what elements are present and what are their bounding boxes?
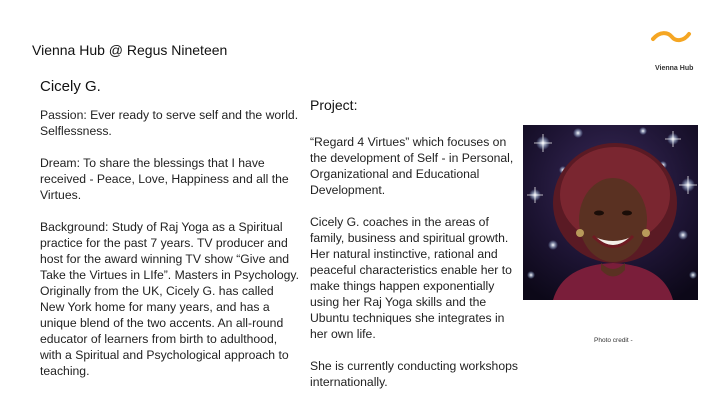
background-text: Background: Study of Raj Yoga as a Spiritual practice for the past 7 years. TV producer and host for the award winning TV show “Give and Take the Virtues in LIfe”. Masters in Psychology. Originally from the UK, Cicely G. has called New York home for many years, and has a unique blend of the two accents. An all-round educator of learners from birth to adulthood, with a Spiritual and Psychological approach to teaching. — [40, 220, 299, 378]
project-heading: Project: — [310, 97, 358, 113]
coaching-description: Cicely G. coaches in the areas of family, business and spiritual growth. Her natural instinctive, rational and peaceful characteristics enable her to make things happen exponentially using her Raj Yoga skills and the Ubuntu techniques she integrates in her own life. — [310, 215, 512, 341]
wave-logo-icon — [650, 30, 692, 44]
photo-credit: Photo credit - — [594, 337, 633, 344]
dream-text: Dream: To share the blessings that I have received - Peace, Love, Happiness and all the Virtues. — [40, 156, 289, 202]
profile-details — [40, 107, 300, 395]
person-name: Cicely G. — [40, 78, 101, 95]
page-title: Vienna Hub @ Regus Nineteen — [32, 42, 228, 58]
vienna-hub-logo — [650, 30, 700, 72]
profile-photo — [523, 125, 698, 300]
portrait-image — [523, 125, 698, 300]
project-description: “Regard 4 Virtues” which focuses on the development of Self - in Personal, Organizational and Educational Development. — [310, 135, 514, 197]
passion-text: Passion: Ever ready to serve self and the world. Selflessness. — [40, 108, 299, 138]
logo-text: Vienna Hub — [655, 65, 694, 72]
project-details — [310, 134, 520, 406]
workshops-text: She is currently conducting workshops internationally. — [310, 359, 518, 389]
